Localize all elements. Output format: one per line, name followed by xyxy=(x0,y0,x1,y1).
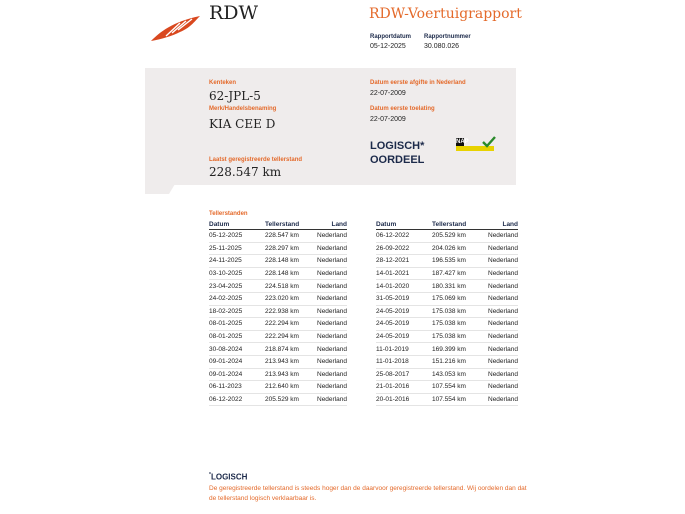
row-country: Nederland xyxy=(315,267,347,280)
row-country: Nederland xyxy=(315,330,347,343)
row-odometer: 205.529 km xyxy=(432,230,486,243)
table-row xyxy=(209,381,347,394)
row-odometer: 222.294 km xyxy=(265,318,315,331)
report-date: 05-12-2025 xyxy=(370,43,406,50)
table-row xyxy=(209,355,347,368)
odometer-value: 228.547 km xyxy=(209,165,282,179)
row-date: 20-01-2016 xyxy=(376,393,432,406)
row-country: Nederland xyxy=(486,280,518,293)
row-odometer: 228.297 km xyxy=(265,242,315,255)
row-odometer: 196.535 km xyxy=(432,255,486,268)
row-date: 09-01-2024 xyxy=(209,355,265,368)
table-row xyxy=(209,242,347,255)
table-row xyxy=(376,255,518,268)
row-odometer: 187.427 km xyxy=(432,267,486,280)
row-country: Nederland xyxy=(486,230,518,243)
plate-label: Kenteken xyxy=(209,80,237,86)
row-odometer: 175.069 km xyxy=(432,292,486,305)
first-admission-label: Datum eerste toelating xyxy=(370,106,435,112)
row-odometer: 107.554 km xyxy=(432,381,486,394)
row-odometer: 169.399 km xyxy=(432,343,486,356)
row-odometer: 213.943 km xyxy=(265,355,315,368)
row-country: Nederland xyxy=(315,355,347,368)
row-country: Nederland xyxy=(315,255,347,268)
row-country: Nederland xyxy=(315,230,347,243)
header-date: Datum xyxy=(209,220,265,230)
odometer-history-title: Tellerstanden xyxy=(209,211,248,217)
row-country: Nederland xyxy=(486,267,518,280)
row-date: 25-08-2017 xyxy=(376,368,432,381)
first-nl-value: 22-07-2009 xyxy=(370,90,406,97)
header-country: Land xyxy=(486,220,518,230)
odometer-table-right xyxy=(376,220,518,406)
row-date: 24-05-2019 xyxy=(376,305,432,318)
table-row xyxy=(209,330,347,343)
row-country: Nederland xyxy=(486,393,518,406)
table-row xyxy=(376,230,518,243)
table-row xyxy=(376,318,518,331)
verdict-line-1: LOGISCH* xyxy=(370,140,425,152)
table-row xyxy=(376,292,518,305)
row-odometer: 204.026 km xyxy=(432,242,486,255)
row-odometer: 175.038 km xyxy=(432,305,486,318)
row-odometer: 205.529 km xyxy=(265,393,315,406)
nap-logo xyxy=(456,138,496,154)
odometer-table-left xyxy=(209,220,347,406)
row-date: 14-01-2021 xyxy=(376,267,432,280)
row-date: 08-01-2025 xyxy=(209,318,265,331)
first-admission-value: 22-07-2009 xyxy=(370,116,406,123)
table-row xyxy=(209,267,347,280)
row-country: Nederland xyxy=(486,381,518,394)
table-row xyxy=(209,393,347,406)
table-row xyxy=(376,242,518,255)
footer-title: *LOGISCH xyxy=(209,472,248,482)
row-date: 06-12-2022 xyxy=(209,393,265,406)
table-row xyxy=(209,255,347,268)
table-row xyxy=(209,280,347,293)
row-date: 05-12-2025 xyxy=(209,230,265,243)
row-odometer: 175.038 km xyxy=(432,318,486,331)
row-odometer: 228.148 km xyxy=(265,267,315,280)
row-country: Nederland xyxy=(486,292,518,305)
row-date: 14-01-2020 xyxy=(376,280,432,293)
row-date: 31-05-2019 xyxy=(376,292,432,305)
table-row xyxy=(376,381,518,394)
verdict xyxy=(370,139,424,167)
row-date: 03-10-2025 xyxy=(209,267,265,280)
row-country: Nederland xyxy=(315,393,347,406)
nap-logo-text: NAP xyxy=(456,139,469,145)
row-country: Nederland xyxy=(315,318,347,331)
model-value: KIA CEE D xyxy=(209,117,276,131)
odometer-label: Laatst geregistreerde tellerstand xyxy=(209,157,303,163)
header-odometer: Tellerstand xyxy=(265,220,315,230)
check-icon xyxy=(482,136,496,148)
table-row xyxy=(376,343,518,356)
row-date: 24-02-2025 xyxy=(209,292,265,305)
row-date: 24-11-2025 xyxy=(209,255,265,268)
row-date: 11-01-2018 xyxy=(376,355,432,368)
row-date: 06-12-2022 xyxy=(376,230,432,243)
row-country: Nederland xyxy=(486,343,518,356)
table-row xyxy=(376,267,518,280)
row-date: 18-02-2025 xyxy=(209,305,265,318)
header-date: Datum xyxy=(376,220,432,230)
row-odometer: 143.053 km xyxy=(432,368,486,381)
table-row xyxy=(376,355,518,368)
plate-value: 62-JPL-5 xyxy=(209,89,261,103)
row-country: Nederland xyxy=(315,381,347,394)
row-odometer: 218.874 km xyxy=(265,343,315,356)
row-odometer: 180.331 km xyxy=(432,280,486,293)
row-date: 24-05-2019 xyxy=(376,330,432,343)
first-nl-label: Datum eerste afgifte in Nederland xyxy=(370,80,466,86)
row-odometer: 107.554 km xyxy=(432,393,486,406)
row-country: Nederland xyxy=(486,318,518,331)
row-country: Nederland xyxy=(315,242,347,255)
report-number: 30.080.026 xyxy=(424,43,460,50)
row-odometer: 223.020 km xyxy=(265,292,315,305)
table-row xyxy=(209,368,347,381)
footer-title-text: LOGISCH xyxy=(210,472,248,482)
row-date: 24-05-2019 xyxy=(376,318,432,331)
row-odometer: 212.640 km xyxy=(265,381,315,394)
row-country: Nederland xyxy=(315,305,347,318)
row-date: 21-01-2016 xyxy=(376,381,432,394)
row-date: 28-12-2021 xyxy=(376,255,432,268)
row-odometer: 228.547 km xyxy=(265,230,315,243)
row-odometer: 175.038 km xyxy=(432,330,486,343)
table-row xyxy=(376,368,518,381)
table-row xyxy=(209,292,347,305)
table-row xyxy=(376,330,518,343)
table-row xyxy=(376,280,518,293)
header-odometer: Tellerstand xyxy=(432,220,486,230)
panel-notch xyxy=(145,184,175,194)
row-date: 26-09-2022 xyxy=(376,242,432,255)
table-row xyxy=(209,318,347,331)
table-row xyxy=(209,305,347,318)
table-row xyxy=(376,393,518,406)
row-country: Nederland xyxy=(315,280,347,293)
verdict-line-2: OORDEEL xyxy=(370,154,425,166)
row-date: 25-11-2025 xyxy=(209,242,265,255)
report-date-label: Rapportdatum xyxy=(370,34,411,40)
brand-name: RDW xyxy=(209,2,259,24)
row-country: Nederland xyxy=(486,255,518,268)
rdw-logo-icon xyxy=(150,14,202,42)
report-number-label: Rapportnummer xyxy=(424,34,471,40)
row-country: Nederland xyxy=(486,330,518,343)
row-country: Nederland xyxy=(315,368,347,381)
row-odometer: 222.938 km xyxy=(265,305,315,318)
row-country: Nederland xyxy=(486,242,518,255)
report-title: RDW-Voertuigrapport xyxy=(369,6,522,22)
table-row xyxy=(209,230,347,243)
header-country: Land xyxy=(315,220,347,230)
row-country: Nederland xyxy=(486,368,518,381)
row-country: Nederland xyxy=(486,305,518,318)
table-row xyxy=(209,343,347,356)
row-country: Nederland xyxy=(486,355,518,368)
row-odometer: 228.148 km xyxy=(265,255,315,268)
footer-text: De geregistreerde tellerstand is steeds hoger dan de daarvoor geregistreerde tellerstand. Wij oordelen dan dat de tellerstand logisch verklaarbaar is. xyxy=(209,485,527,502)
row-odometer: 151.216 km xyxy=(432,355,486,368)
row-odometer: 222.294 km xyxy=(265,330,315,343)
table-row xyxy=(376,305,518,318)
row-date: 23-04-2025 xyxy=(209,280,265,293)
row-date: 11-01-2019 xyxy=(376,343,432,356)
row-date: 09-01-2024 xyxy=(209,368,265,381)
row-date: 30-08-2024 xyxy=(209,343,265,356)
model-label: Merk/Handelsbenaming xyxy=(209,106,277,112)
row-odometer: 213.943 km xyxy=(265,368,315,381)
row-country: Nederland xyxy=(315,343,347,356)
row-date: 06-11-2023 xyxy=(209,381,265,394)
row-odometer: 224.518 km xyxy=(265,280,315,293)
row-country: Nederland xyxy=(315,292,347,305)
row-date: 08-01-2025 xyxy=(209,330,265,343)
